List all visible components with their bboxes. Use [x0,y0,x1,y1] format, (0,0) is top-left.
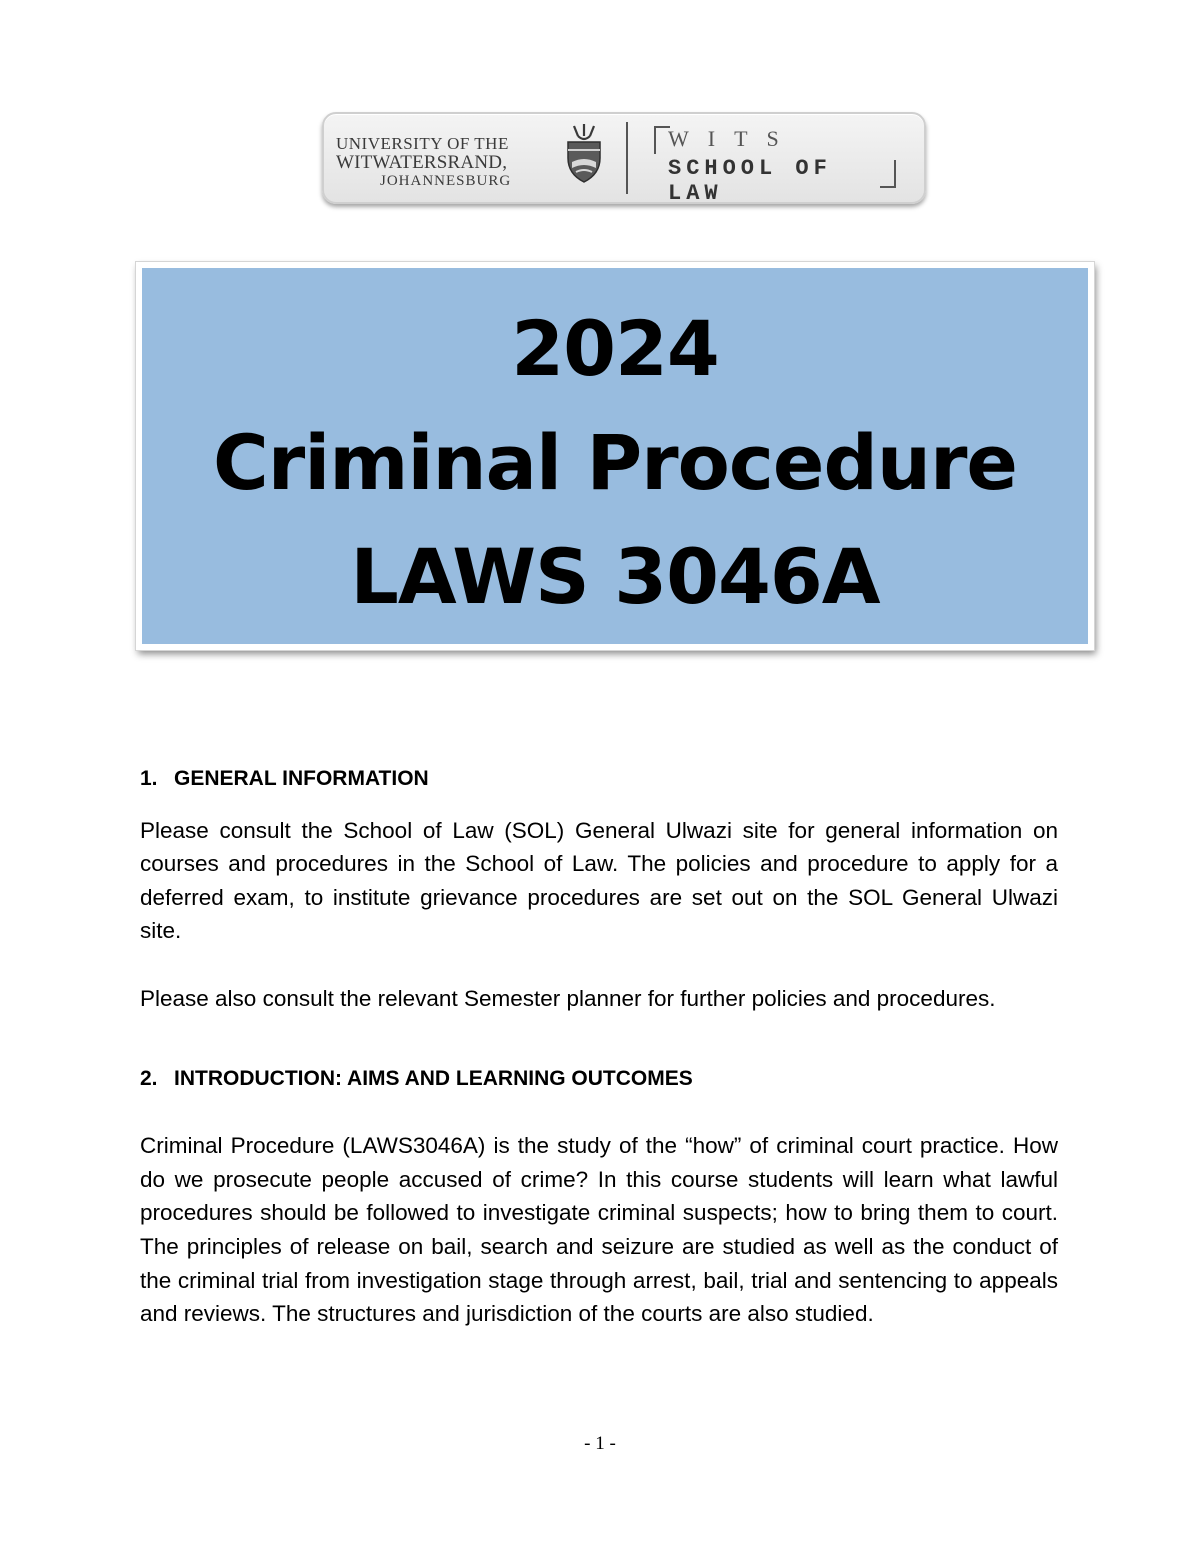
section-number: 1. [140,767,158,790]
wits-wordmark: WITS [668,126,798,151]
course-title-box [136,262,1094,650]
document-body [140,762,1058,1331]
section-heading-introduction [140,1062,1058,1096]
paragraph: Please also consult the relevant Semester planner for further policies and procedures. [140,985,996,1011]
paragraph: Please consult the School of Law (SOL) General Ulwazi site for general information on courses and procedures in the School of Law. The policies and procedure to apply for a deferred exam, to institute grievance procedures are set out on the SOL General Ulwazi site. [140,817,1058,944]
paragraph: Criminal Procedure (LAWS3046A) is the study of the “how” of criminal court practice. How do we prosecute people accused of crime? In this course students will learn what lawful procedures should be followed to investigate criminal suspects; how to bring them to court. The principles of release on bail, search and seizure are studied as well as the conduct of the criminal trial from investigation stage through arrest, bail, trial and sentencing to appeals and reviews. The structures and jurisdiction of the courts are also studied. [140,1133,1058,1327]
school-of-law-mark [654,126,904,206]
section-number: 2. [140,1066,158,1090]
university-logo-banner [322,112,926,204]
section-title: GENERAL INFORMATION [174,767,429,790]
section-heading-general-information [140,762,1058,796]
school-of-law-wordmark: SCHOOL OF LAW [668,156,832,206]
course-code: LAWS 3046A [350,532,880,621]
course-year: 2024 [511,304,719,393]
university-name-line2: WITWATERSRAND, [336,152,508,173]
course-name: Criminal Procedure [213,418,1017,507]
page-number: - 1 - [584,1433,616,1454]
university-name-line1: UNIVERSITY OF THE [336,134,509,153]
university-name [336,134,511,191]
university-crest-icon [564,122,604,184]
logo-divider [626,122,628,194]
university-name-line3: JOHANNESBURG [380,173,512,189]
section-title: INTRODUCTION: AIMS AND LEARNING OUTCOMES [174,1066,693,1090]
bracket-bottom-right [880,160,896,188]
